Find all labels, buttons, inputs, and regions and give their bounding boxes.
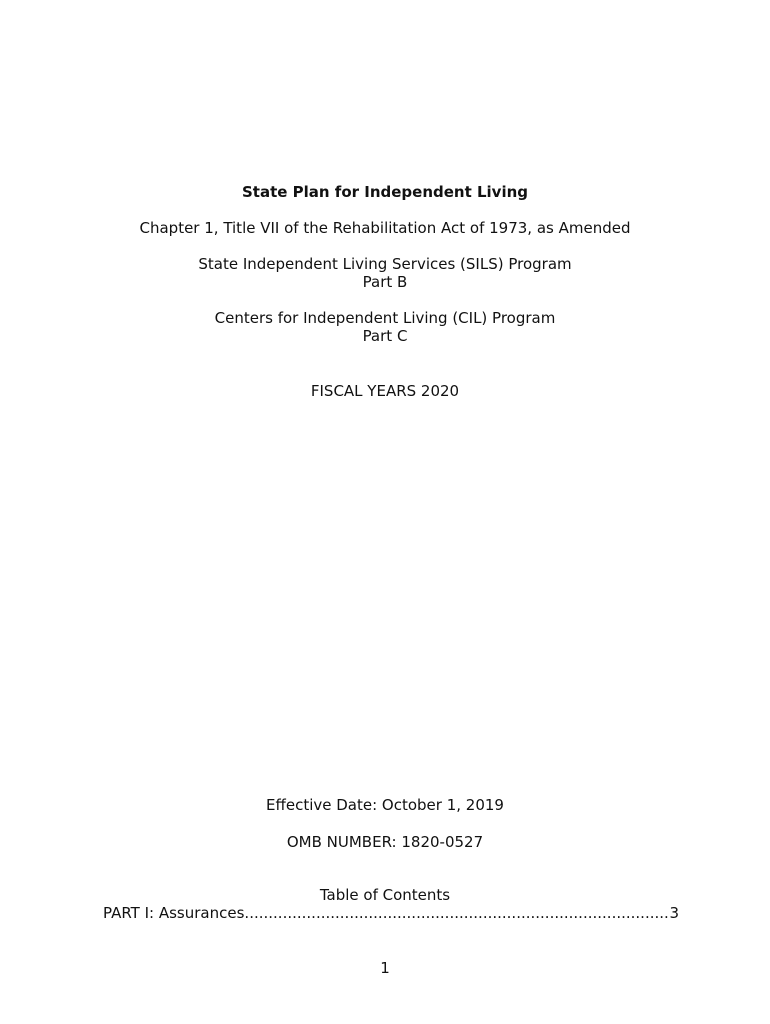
toc-dot-leader: [244, 904, 669, 922]
sils-part-label: Part B: [362, 273, 408, 291]
sils-program-name: State Independent Living Services (SILS) Program: [198, 255, 572, 273]
toc-entry-page: 3: [669, 904, 679, 922]
toc-entry[interactable]: [103, 904, 679, 922]
fiscal-years: FISCAL YEARS 2020: [310, 382, 460, 400]
cil-program-name: Centers for Independent Living (CIL) Program: [214, 309, 556, 327]
toc-heading: Table of Contents: [319, 886, 451, 904]
document-title: State Plan for Independent Living: [241, 183, 529, 201]
cil-part-label: Part C: [362, 327, 408, 345]
toc-entry-label: PART I: Assurances: [103, 904, 245, 922]
document-subtitle: Chapter 1, Title VII of the Rehabilitation Act of 1973, as Amended: [139, 219, 631, 237]
effective-date: Effective Date: October 1, 2019: [266, 796, 504, 814]
page-number: 1: [380, 959, 390, 977]
omb-number: OMB NUMBER: 1820-0527: [286, 833, 484, 851]
